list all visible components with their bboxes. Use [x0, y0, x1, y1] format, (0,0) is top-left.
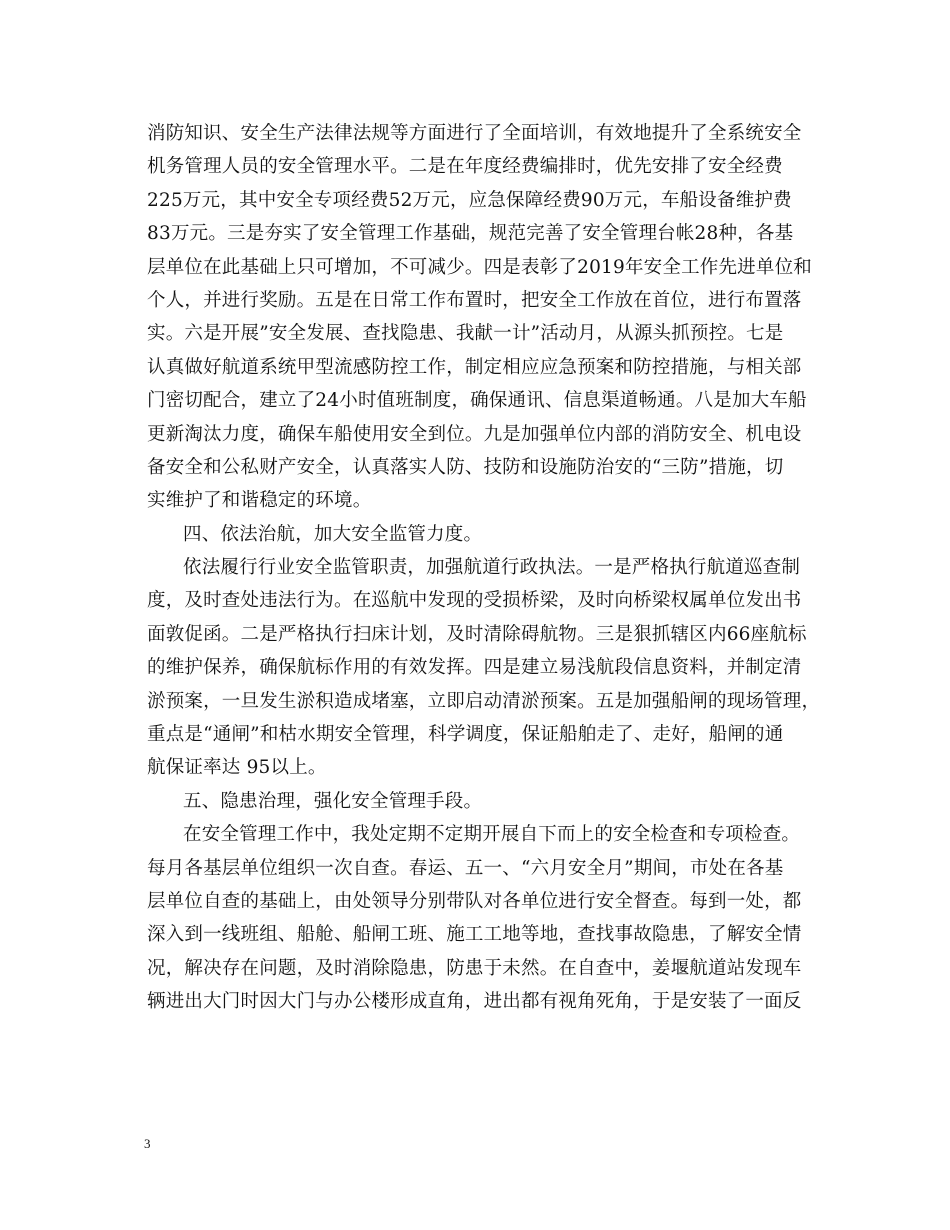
- text-line: 层单位在此基础上只可增加，不可减少。四是表彰了2019年安全工作先进单位和: [147, 256, 812, 278]
- text-line: 航保证率达 95以上。: [147, 757, 327, 779]
- text-line: 机务管理人员的安全管理水平。二是在年度经费编排时，优先安排了安全经费: [147, 156, 783, 178]
- text-line: 层单位自查的基础上，由处领导分别带队对各单位进行安全督查。每到一处，都: [147, 890, 802, 912]
- text-line: 况，解决存在问题，及时消除隐患，防患于未然。在自查中，姜堰航道站发现车: [147, 957, 802, 979]
- text-line: 面敦促函。二是严格执行扫床计划，及时清除碍航物。三是狠抓辖区内66座航标: [147, 623, 807, 645]
- section-heading: 五、隐患治理，强化安全管理手段。: [183, 790, 483, 812]
- text-line: 认真做好航道系统甲型流感防控工作，制定相应应急预案和防控措施，与相关部: [147, 356, 802, 378]
- text-line: 每月各基层单位组织一次自查。春运、五一、“六月安全月”期间，市处在各基: [147, 857, 784, 879]
- text-line: 实维护了和谐稳定的环境。: [147, 490, 372, 512]
- text-line: 个人，并进行奖励。五是在日常工作布置时，把安全工作放在首位，进行布置落: [147, 289, 802, 311]
- text-line: 度，及时查处违法行为。在巡航中发现的受损桥梁，及时向桥梁权属单位发出书: [147, 590, 802, 612]
- text-line: 深入到一线班组、船舱、船闸工班、施工工地等地，查找事故隐患，了解安全情: [147, 924, 802, 946]
- text-line: 225万元，其中安全专项经费52万元，应急保障经费90万元，车船设备维护费: [147, 189, 792, 211]
- body-text: [147, 117, 819, 1019]
- text-line: 重点是“通闸”和枯水期安全管理，科学调度，保证船舶走了、走好，船闸的通: [147, 724, 784, 746]
- text-line: 实。六是开展”安全发展、查找隐患、我献一计”活动月，从源头抓预控。七是: [147, 323, 784, 345]
- text-line: 的维护保养，确保航标作用的有效发挥。四是建立易浅航段信息资料，并制定清: [147, 657, 802, 679]
- text-line: 门密切配合，建立了24小时值班制度，确保通讯、信息渠道畅通。八是加大车船: [147, 390, 807, 412]
- paragraph-start-line: 依法履行行业安全监管职责，加强航道行政执法。一是严格执行航道巡查制: [183, 557, 801, 579]
- text-line: 备安全和公私财产安全，认真落实人防、技防和设施防治安的“三防”措施，切: [147, 456, 784, 478]
- paragraph-start-line: 在安全管理工作中，我处定期不定期开展自下而上的安全检查和专项检查。: [183, 824, 801, 846]
- text-line: 淤预案，一旦发生淤积造成堵塞，立即启动清淤预案。五是加强船闸的现场管理，: [147, 690, 821, 712]
- text-line: 83万元。三是夯实了安全管理工作基础，规范完善了安全管理台帐28种，各基: [147, 223, 794, 245]
- page-number: 3: [144, 1136, 151, 1151]
- text-line: 辆进出大门时因大门与办公楼形成直角，进出都有视角死角，于是安装了一面反: [147, 991, 802, 1013]
- text-line: 消防知识、安全生产法律法规等方面进行了全面培训，有效地提升了全系统安全: [147, 123, 802, 144]
- section-heading: 四、依法治航，加大安全监管力度。: [183, 523, 483, 545]
- text-line: 更新淘汰力度，确保车船使用安全到位。九是加强单位内部的消防安全、机电设: [147, 423, 802, 445]
